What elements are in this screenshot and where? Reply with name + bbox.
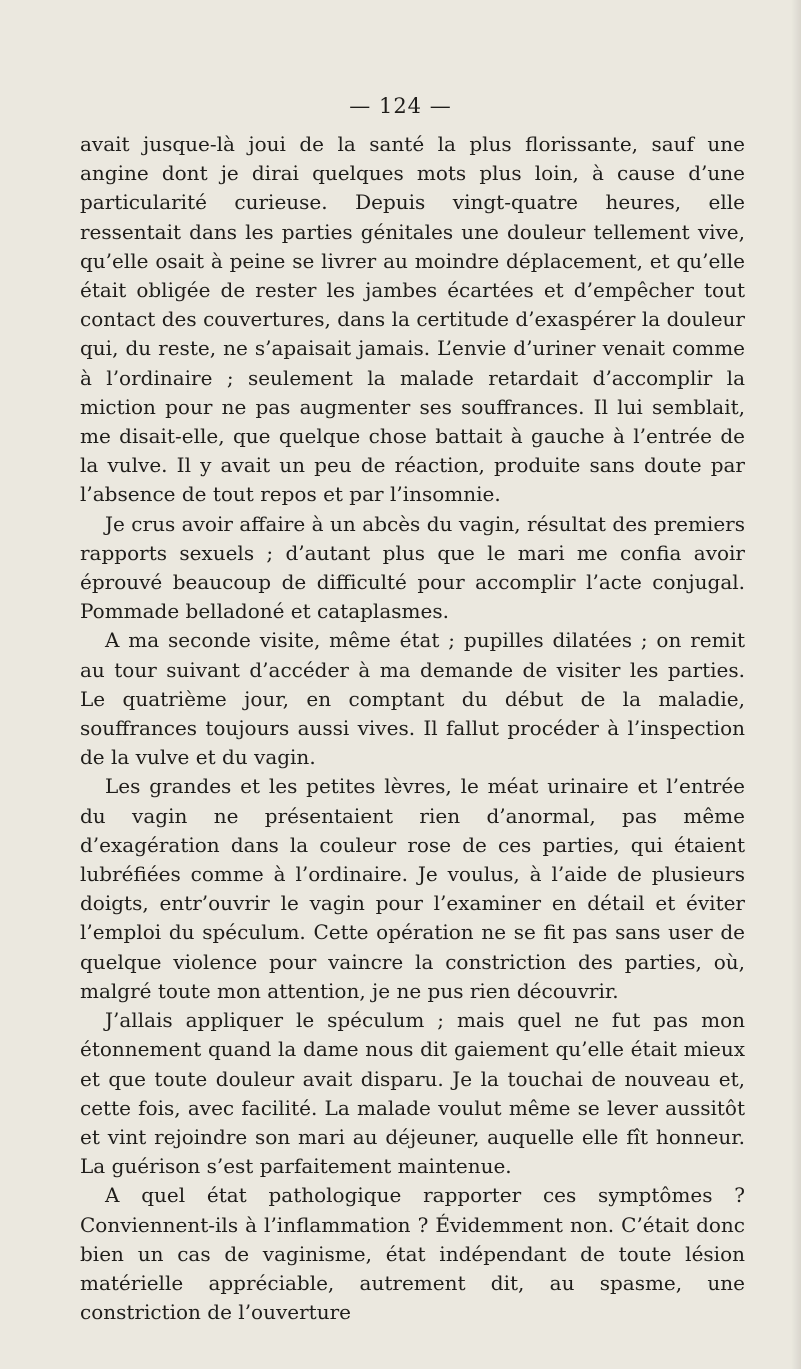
paragraph: J’allais appliquer le spéculum ; mais quel ne fut pas mon étonnement quand la dame nous dit gaiement qu’elle était mieux et que toute douleur avait disparu. Je la touchai de nouveau et, cette fois, avec facilité. La malade voulut même se lever aussitôt et vint rejoindre son mari au déjeuner, auquelle elle fît honneur. La guérison s’est parfaitement maintenue. bbox=[80, 1008, 745, 1179]
paragraph: Je crus avoir affaire à un abcès du vagin, résultat des premiers rapports sexuels ; d’autant plus que le mari me confia avoir éprouvé beaucoup de difficulté pour accomplir l’acte conjugal. Pommade belladoné et cataplasmes. bbox=[80, 511, 745, 624]
paragraph: A quel état pathologique rapporter ces symptômes ? Conviennent-ils à l’inflammation ? Évidemment non. C’était donc bien un cas de vaginisme, état indépendant de toute lésion matérielle appréciable, autrement dit, au spasme, une constriction de l’ouverture bbox=[80, 1183, 745, 1325]
page-edge-shadow bbox=[791, 0, 801, 1369]
paragraph: A ma seconde visite, même état ; pupilles dilatées ; on remit au tour suivant d’accéder à ma demande de visiter les parties. Le quatrième jour, en comptant du début de la maladie, souffrances toujours aussi vives. Il fallut procéder à l’inspection de la vulve et du vagin. bbox=[80, 628, 745, 770]
paragraph: avait jusque-là joui de la santé la plus florissante, sauf une angine dont je dirai quelques mots plus loin, à cause d’une particularité curieuse. Depuis vingt-quatre heures, elle ressentait dans les parties génitales une douleur tellement vive, qu’elle osait à peine se livrer au moindre déplacement, et qu’elle était obligée de rester les jambes écartées et d’empêcher tout contact des couvertures, dans la certitude d’exaspérer la douleur qui, du reste, ne s’apaisait jamais. L’envie d’uriner venait comme à l’ordinaire ; seulement la malade retardait d’accomplir la miction pour ne pas augmenter ses souffrances. Il lui semblait, me disait-elle, que quelque chose battait à gauche à l’entrée de la vulve. Il y avait un peu de réaction, produite sans doute par l’absence de tout repos et par l’insomnie. bbox=[80, 132, 745, 507]
paragraph: Les grandes et les petites lèvres, le méat urinaire et l’entrée du vagin ne présentaient rien d’anormal, pas même d’exagération dans la couleur rose de ces parties, qui étaient lubréfiées comme à l’ordinaire. Je voulus, à l’aide de plusieurs doigts, entr’ouvrir le vagin pour l’examiner en détail et éviter l’emploi du spéculum. Cette opération ne se fit pas sans user de quelque violence pour vaincre la constriction des parties, où, malgré toute mon attention, je ne pus rien découvrir. bbox=[80, 774, 745, 1003]
page-number: — 124 — bbox=[349, 94, 452, 118]
body-text bbox=[80, 130, 745, 1327]
